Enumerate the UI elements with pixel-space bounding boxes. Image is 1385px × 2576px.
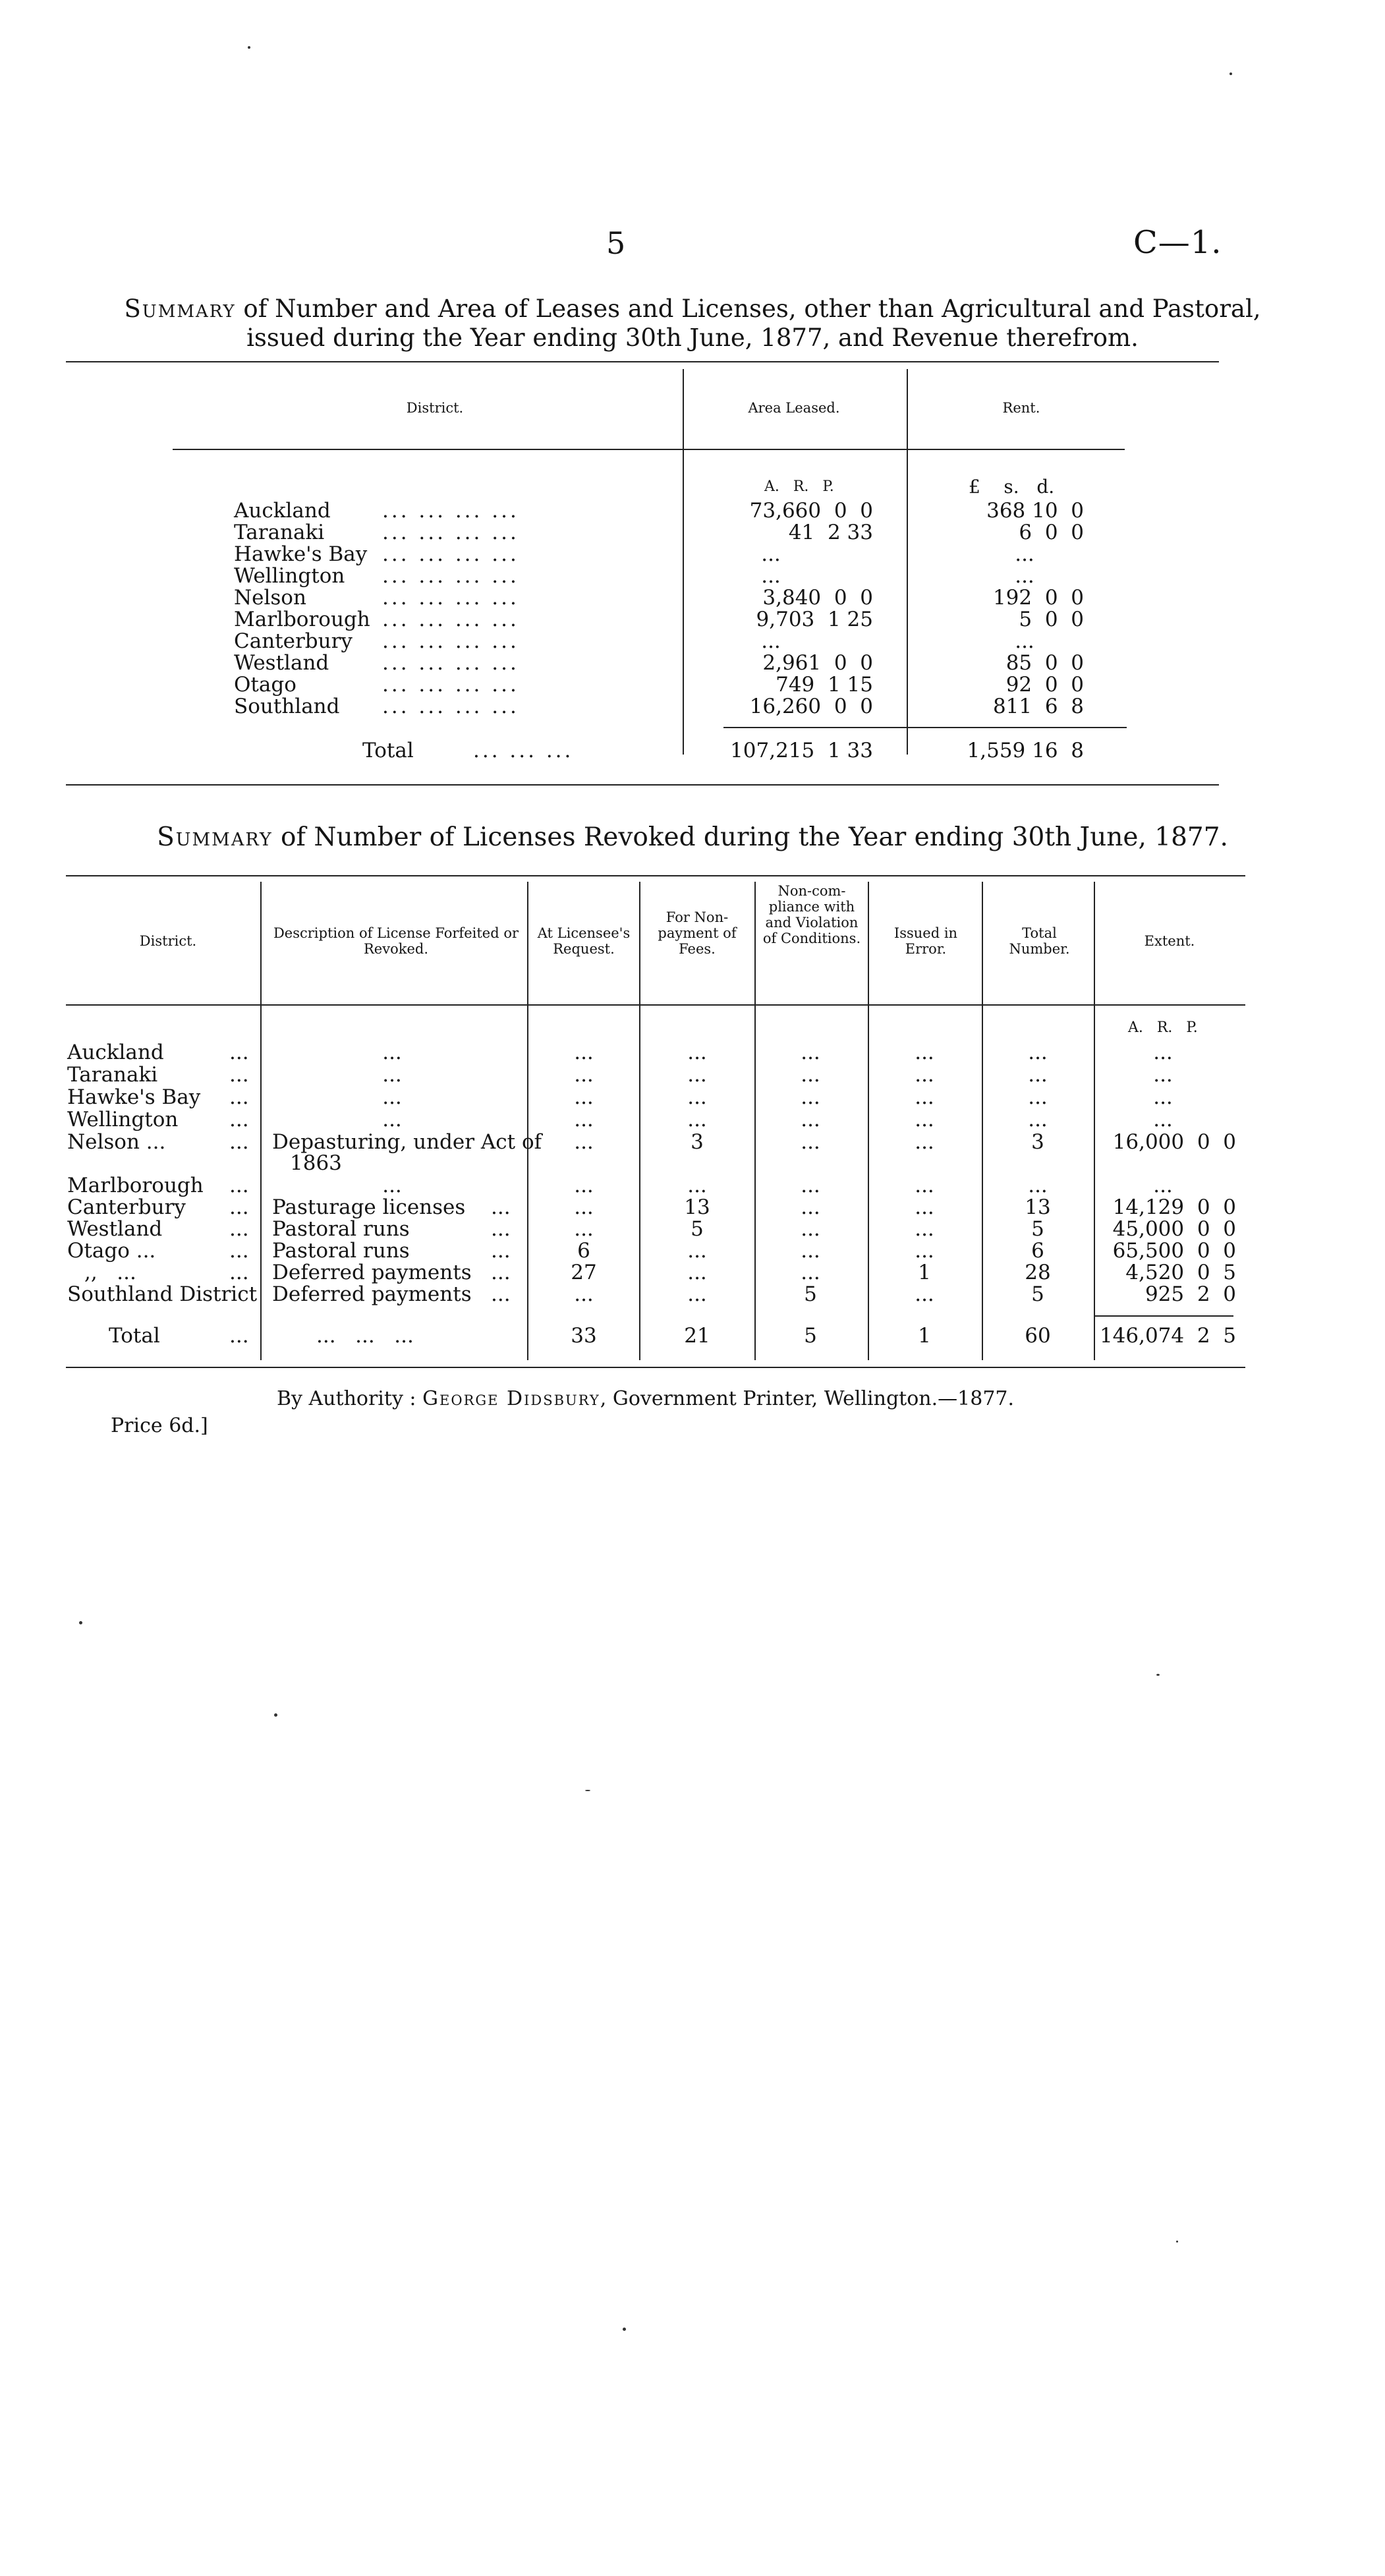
table2-title [0, 822, 1385, 852]
table1-rent: 192 0 0 [992, 586, 1084, 610]
table1-rent: 5 0 0 [1019, 608, 1084, 631]
table1-rent-units: £ s. d. [969, 476, 1055, 498]
table2-col-divider [527, 882, 528, 1360]
table1-rent: ... [1015, 629, 1034, 653]
table2-title-lead: Summary [157, 822, 273, 852]
table1-title-line2: issued during the Year ending 30th June, 1877, and Revenue therefrom. [246, 324, 1139, 352]
table2-noncompliance: ... [801, 1239, 820, 1263]
table1-district: Auckland [234, 499, 331, 523]
table1-dots: ... ... ... ... [382, 542, 519, 566]
table1-district: Canterbury [234, 629, 353, 653]
table2-fees: ... [687, 1282, 707, 1306]
table1-district: Otago [234, 673, 297, 697]
table2-request: ... [574, 1063, 594, 1087]
table2-district-dots: ... [229, 1239, 249, 1263]
table2-fees: ... [687, 1108, 707, 1131]
scan-speck [585, 1790, 590, 1791]
table2-request: ... [574, 1041, 594, 1064]
table1-col-divider-1 [683, 369, 684, 755]
table1-dots: ... ... ... ... [382, 651, 519, 675]
table2-request: ... [574, 1108, 594, 1131]
price-note: Price 6d.] [111, 1414, 208, 1437]
table2-total: 5 [1031, 1282, 1044, 1306]
table2-district: Nelson ... [67, 1130, 166, 1154]
table2-col-divider [260, 882, 262, 1360]
table1-dots: ... ... ... ... [382, 521, 519, 544]
table2-extent: 45,000 0 0 [1112, 1217, 1236, 1241]
table2-district: Otago ... [67, 1239, 156, 1263]
table1-total-label: Total [362, 739, 414, 762]
table1-district: Westland [234, 651, 329, 675]
table2-error: ... [915, 1282, 934, 1306]
table2-total: ... [1028, 1063, 1048, 1087]
table2-total: ... [1028, 1108, 1048, 1131]
table2-description: ... [382, 1041, 402, 1064]
table2-description: Deferred payments [272, 1282, 472, 1306]
table2-total-error: 1 [918, 1324, 931, 1348]
table1-header-rule [173, 449, 1125, 450]
table2-col-divider [1094, 882, 1095, 1360]
table1-district: Southland [234, 695, 340, 718]
table1-bottom-rule [66, 784, 1219, 786]
table2-error: ... [915, 1041, 934, 1064]
table1-total-area: 107,215 1 33 [730, 739, 873, 762]
table1-rent: 92 0 0 [1005, 673, 1084, 697]
table2-district: Wellington [67, 1108, 179, 1131]
table1-total-rule [723, 727, 1127, 728]
table1-title [0, 295, 1385, 353]
table1-dots: ... ... ... ... [382, 586, 519, 610]
scan-speck [274, 1713, 277, 1717]
table1-rent: ... [1015, 542, 1034, 566]
table2-total: 13 [1025, 1195, 1051, 1219]
table2-total: 5 [1031, 1217, 1044, 1241]
table2-description-dots: ... [491, 1282, 511, 1306]
table2-error: ... [915, 1195, 934, 1219]
table2-request: ... [574, 1130, 594, 1154]
table1-total-dots: ... ... ... [473, 739, 574, 762]
table2-top-rule [66, 875, 1245, 876]
authority-suffix: , Government Printer, Wellington.—1877. [600, 1387, 1015, 1410]
table2-col-divider [639, 882, 640, 1360]
table2-total-total: 60 [1025, 1324, 1051, 1348]
table2-total: ... [1028, 1085, 1048, 1109]
table1-rent: 6 0 0 [1019, 521, 1084, 544]
table2-description: Deferred payments [272, 1261, 472, 1284]
table2-col-divider [982, 882, 983, 1360]
table1-area: 3,840 0 0 [762, 586, 873, 610]
table1-area: 16,260 0 0 [749, 695, 873, 718]
table2-error: ... [915, 1063, 934, 1087]
table1-area: ... [761, 564, 781, 588]
table2-noncompliance: ... [801, 1041, 820, 1064]
table2-request: ... [574, 1217, 594, 1241]
table2-extent: ... [1153, 1085, 1173, 1109]
table2-description: Pastoral runs [272, 1217, 410, 1241]
table1-district: Wellington [234, 564, 345, 588]
table2-fees: ... [687, 1085, 707, 1109]
table1-area: 73,660 0 0 [749, 499, 873, 523]
table2-extent: 65,500 0 0 [1112, 1239, 1236, 1263]
table2-noncompliance: ... [801, 1085, 820, 1109]
table2-district-dots: ... [229, 1085, 249, 1109]
table2-description-dots: ... [491, 1261, 511, 1284]
table2-header-total: Total Number. [1009, 925, 1070, 957]
table1-district: Nelson [234, 586, 306, 610]
table2-noncompliance: ... [801, 1174, 820, 1197]
table1-district: Marlborough [234, 608, 370, 631]
table2-noncompliance: ... [801, 1063, 820, 1087]
table2-noncompliance: ... [801, 1108, 820, 1131]
table2-district-dots: ... [229, 1108, 249, 1131]
table1-area: ... [761, 629, 781, 653]
table2-total: ... [1028, 1041, 1048, 1064]
table2-fees: 3 [691, 1130, 704, 1154]
table2-description: Pasturage licenses [272, 1195, 466, 1219]
table2-total-request: 33 [571, 1324, 597, 1348]
table2-fees: 5 [691, 1217, 704, 1241]
table1-district: Taranaki [234, 521, 325, 544]
table2-col-divider [754, 882, 756, 1360]
scan-speck [1156, 1674, 1160, 1676]
table2-header-noncompliance: Non-com-pliance with and Violation of Conditions. [762, 883, 861, 946]
table1-rent: 368 10 0 [986, 499, 1084, 523]
table2-total-extent: 146,074 2 5 [1099, 1324, 1236, 1348]
table2-total: 28 [1025, 1261, 1051, 1284]
table2-fees: ... [687, 1063, 707, 1087]
table2-error: ... [915, 1174, 934, 1197]
table1-top-rule [66, 361, 1219, 362]
table2-extent: ... [1153, 1063, 1173, 1087]
table1-area: ... [761, 542, 781, 566]
table2-district: Westland [67, 1217, 163, 1241]
table2-header-extent: Extent. [1144, 933, 1195, 949]
table1-rent: ... [1015, 564, 1034, 588]
scan-speck [248, 46, 250, 49]
table2-noncompliance: ... [801, 1130, 820, 1154]
table2-noncompliance: ... [801, 1195, 820, 1219]
table2-fees: ... [687, 1239, 707, 1263]
table2-district-dots: ... [229, 1174, 249, 1197]
table1-dots: ... ... ... ... [382, 673, 519, 697]
table2-description-dots: ... [491, 1217, 511, 1241]
table2-district: Auckland [67, 1041, 164, 1064]
table1-area: 9,703 1 25 [756, 608, 873, 631]
document-code: C—1. [1133, 224, 1222, 261]
table2-error: ... [915, 1085, 934, 1109]
table2-header-description: Description of License Forfeited or Revoked. [273, 925, 519, 957]
table2-fees: ... [687, 1041, 707, 1064]
table2-request: 6 [577, 1239, 590, 1263]
table2-description: Depasturing, under Act of [272, 1130, 542, 1154]
table2-title-rest: of Number of Licenses Revoked during the Year ending 30th June, 1877. [272, 822, 1228, 852]
table1-area: 41 2 33 [788, 521, 873, 544]
table2-total: 3 [1031, 1130, 1044, 1154]
table2-request: ... [574, 1195, 594, 1219]
scan-speck [1230, 72, 1232, 75]
table2-header-fees: For Non-payment of Fees. [658, 909, 737, 957]
table2-description: ... [382, 1174, 402, 1197]
table2-district-dots: ... [229, 1130, 249, 1154]
table2-district: Taranaki [67, 1063, 158, 1087]
table2-extent: 14,129 0 0 [1112, 1195, 1236, 1219]
table1-col-divider-2 [907, 369, 908, 755]
table1-title-rest: of Number and Area of Leases and Licenses, other than Agricultural and Pastoral, [235, 295, 1261, 323]
table2-total-rule [1094, 1315, 1233, 1317]
table1-dots: ... ... ... ... [382, 629, 519, 653]
table2-description-dots: ... [491, 1239, 511, 1263]
table2-district: Hawke's Bay [67, 1085, 201, 1109]
table2-header-rule [66, 1004, 1245, 1006]
table1-dots: ... ... ... ... [382, 499, 519, 523]
table2-description-dots: ... [491, 1195, 511, 1219]
table1-total-rent: 1,559 16 8 [967, 739, 1084, 762]
table2-description: Pastoral runs [272, 1239, 410, 1263]
table1-area-units: A. R. P. [764, 478, 834, 495]
table2-total: 6 [1031, 1239, 1044, 1263]
printer-name: George Didsbury [422, 1387, 600, 1410]
table2-error: ... [915, 1130, 934, 1154]
table2-noncompliance: ... [801, 1261, 820, 1284]
scan-speck [1176, 2241, 1178, 2243]
table2-total-description: ... ... ... [316, 1324, 414, 1348]
table2-total: ... [1028, 1174, 1048, 1197]
table2-extent: ... [1153, 1041, 1173, 1064]
table2-district: ,, ... [84, 1261, 136, 1284]
scan-speck [79, 1621, 82, 1624]
table2-district: Canterbury [67, 1195, 186, 1219]
table2-request: ... [574, 1174, 594, 1197]
table2-error: 1 [918, 1261, 931, 1284]
table1-rent: 85 0 0 [1005, 651, 1084, 675]
table1-area: 749 1 15 [776, 673, 873, 697]
table2-error: ... [915, 1108, 934, 1131]
table2-request: ... [574, 1085, 594, 1109]
table2-header-district: District. [139, 933, 197, 949]
table2-total-label: Total [109, 1324, 160, 1348]
scan-speck [623, 2328, 626, 2331]
table2-noncompliance: ... [801, 1217, 820, 1241]
table2-request: ... [574, 1282, 594, 1306]
table2-fees: ... [687, 1174, 707, 1197]
table2-extent-units: A. R. P. [1128, 1019, 1198, 1036]
table2-district-dots: ... [229, 1261, 249, 1284]
table2-district: Marlborough [67, 1174, 204, 1197]
table2-total-noncompliance: 5 [804, 1324, 817, 1348]
table1-district: Hawke's Bay [234, 542, 368, 566]
table2-total-dots: ... [229, 1324, 249, 1348]
table1-area: 2,961 0 0 [762, 651, 873, 675]
table1-rent: 811 6 8 [992, 695, 1084, 718]
table2-total-fees: 21 [684, 1324, 710, 1348]
table2-description: ... [382, 1085, 402, 1109]
page-number: 5 [606, 225, 626, 261]
table2-district: Southland District [67, 1282, 258, 1306]
table2-col-divider [868, 882, 869, 1360]
table1-dots: ... ... ... ... [382, 695, 519, 718]
table2-extent: 16,000 0 0 [1112, 1130, 1236, 1154]
table2-noncompliance: 5 [804, 1282, 817, 1306]
table2-fees: ... [687, 1261, 707, 1284]
table2-description-cont: 1863 [290, 1151, 342, 1175]
table2-description: ... [382, 1108, 402, 1131]
table2-request: 27 [571, 1261, 597, 1284]
table1-dots: ... ... ... ... [382, 608, 519, 631]
table2-header-error: Issued in Error. [893, 925, 958, 957]
table1-header-district: District. [406, 400, 464, 416]
table2-bottom-rule [66, 1367, 1245, 1368]
table1-title-lead: Summary [124, 295, 236, 323]
table2-district-dots: ... [229, 1063, 249, 1087]
table2-extent: ... [1153, 1108, 1173, 1131]
table2-header-request: At Licensee's Request. [537, 925, 631, 957]
table2-error: ... [915, 1217, 934, 1241]
table2-description: ... [382, 1063, 402, 1087]
table2-district-dots: ... [229, 1195, 249, 1219]
table1-header-rent: Rent. [1002, 400, 1040, 416]
printer-imprint [277, 1387, 1014, 1410]
table2-fees: 13 [684, 1195, 710, 1219]
table1-dots: ... ... ... ... [382, 564, 519, 588]
table2-district-dots: ... [229, 1041, 249, 1064]
table2-district-dots: ... [229, 1217, 249, 1241]
authority-prefix: By Authority : [277, 1387, 423, 1410]
table2-error: ... [915, 1239, 934, 1263]
table1-header-area: Area Leased. [748, 400, 840, 416]
table2-extent: 925 2 0 [1145, 1282, 1236, 1306]
table2-extent: ... [1153, 1174, 1173, 1197]
table2-extent: 4,520 0 5 [1125, 1261, 1236, 1284]
